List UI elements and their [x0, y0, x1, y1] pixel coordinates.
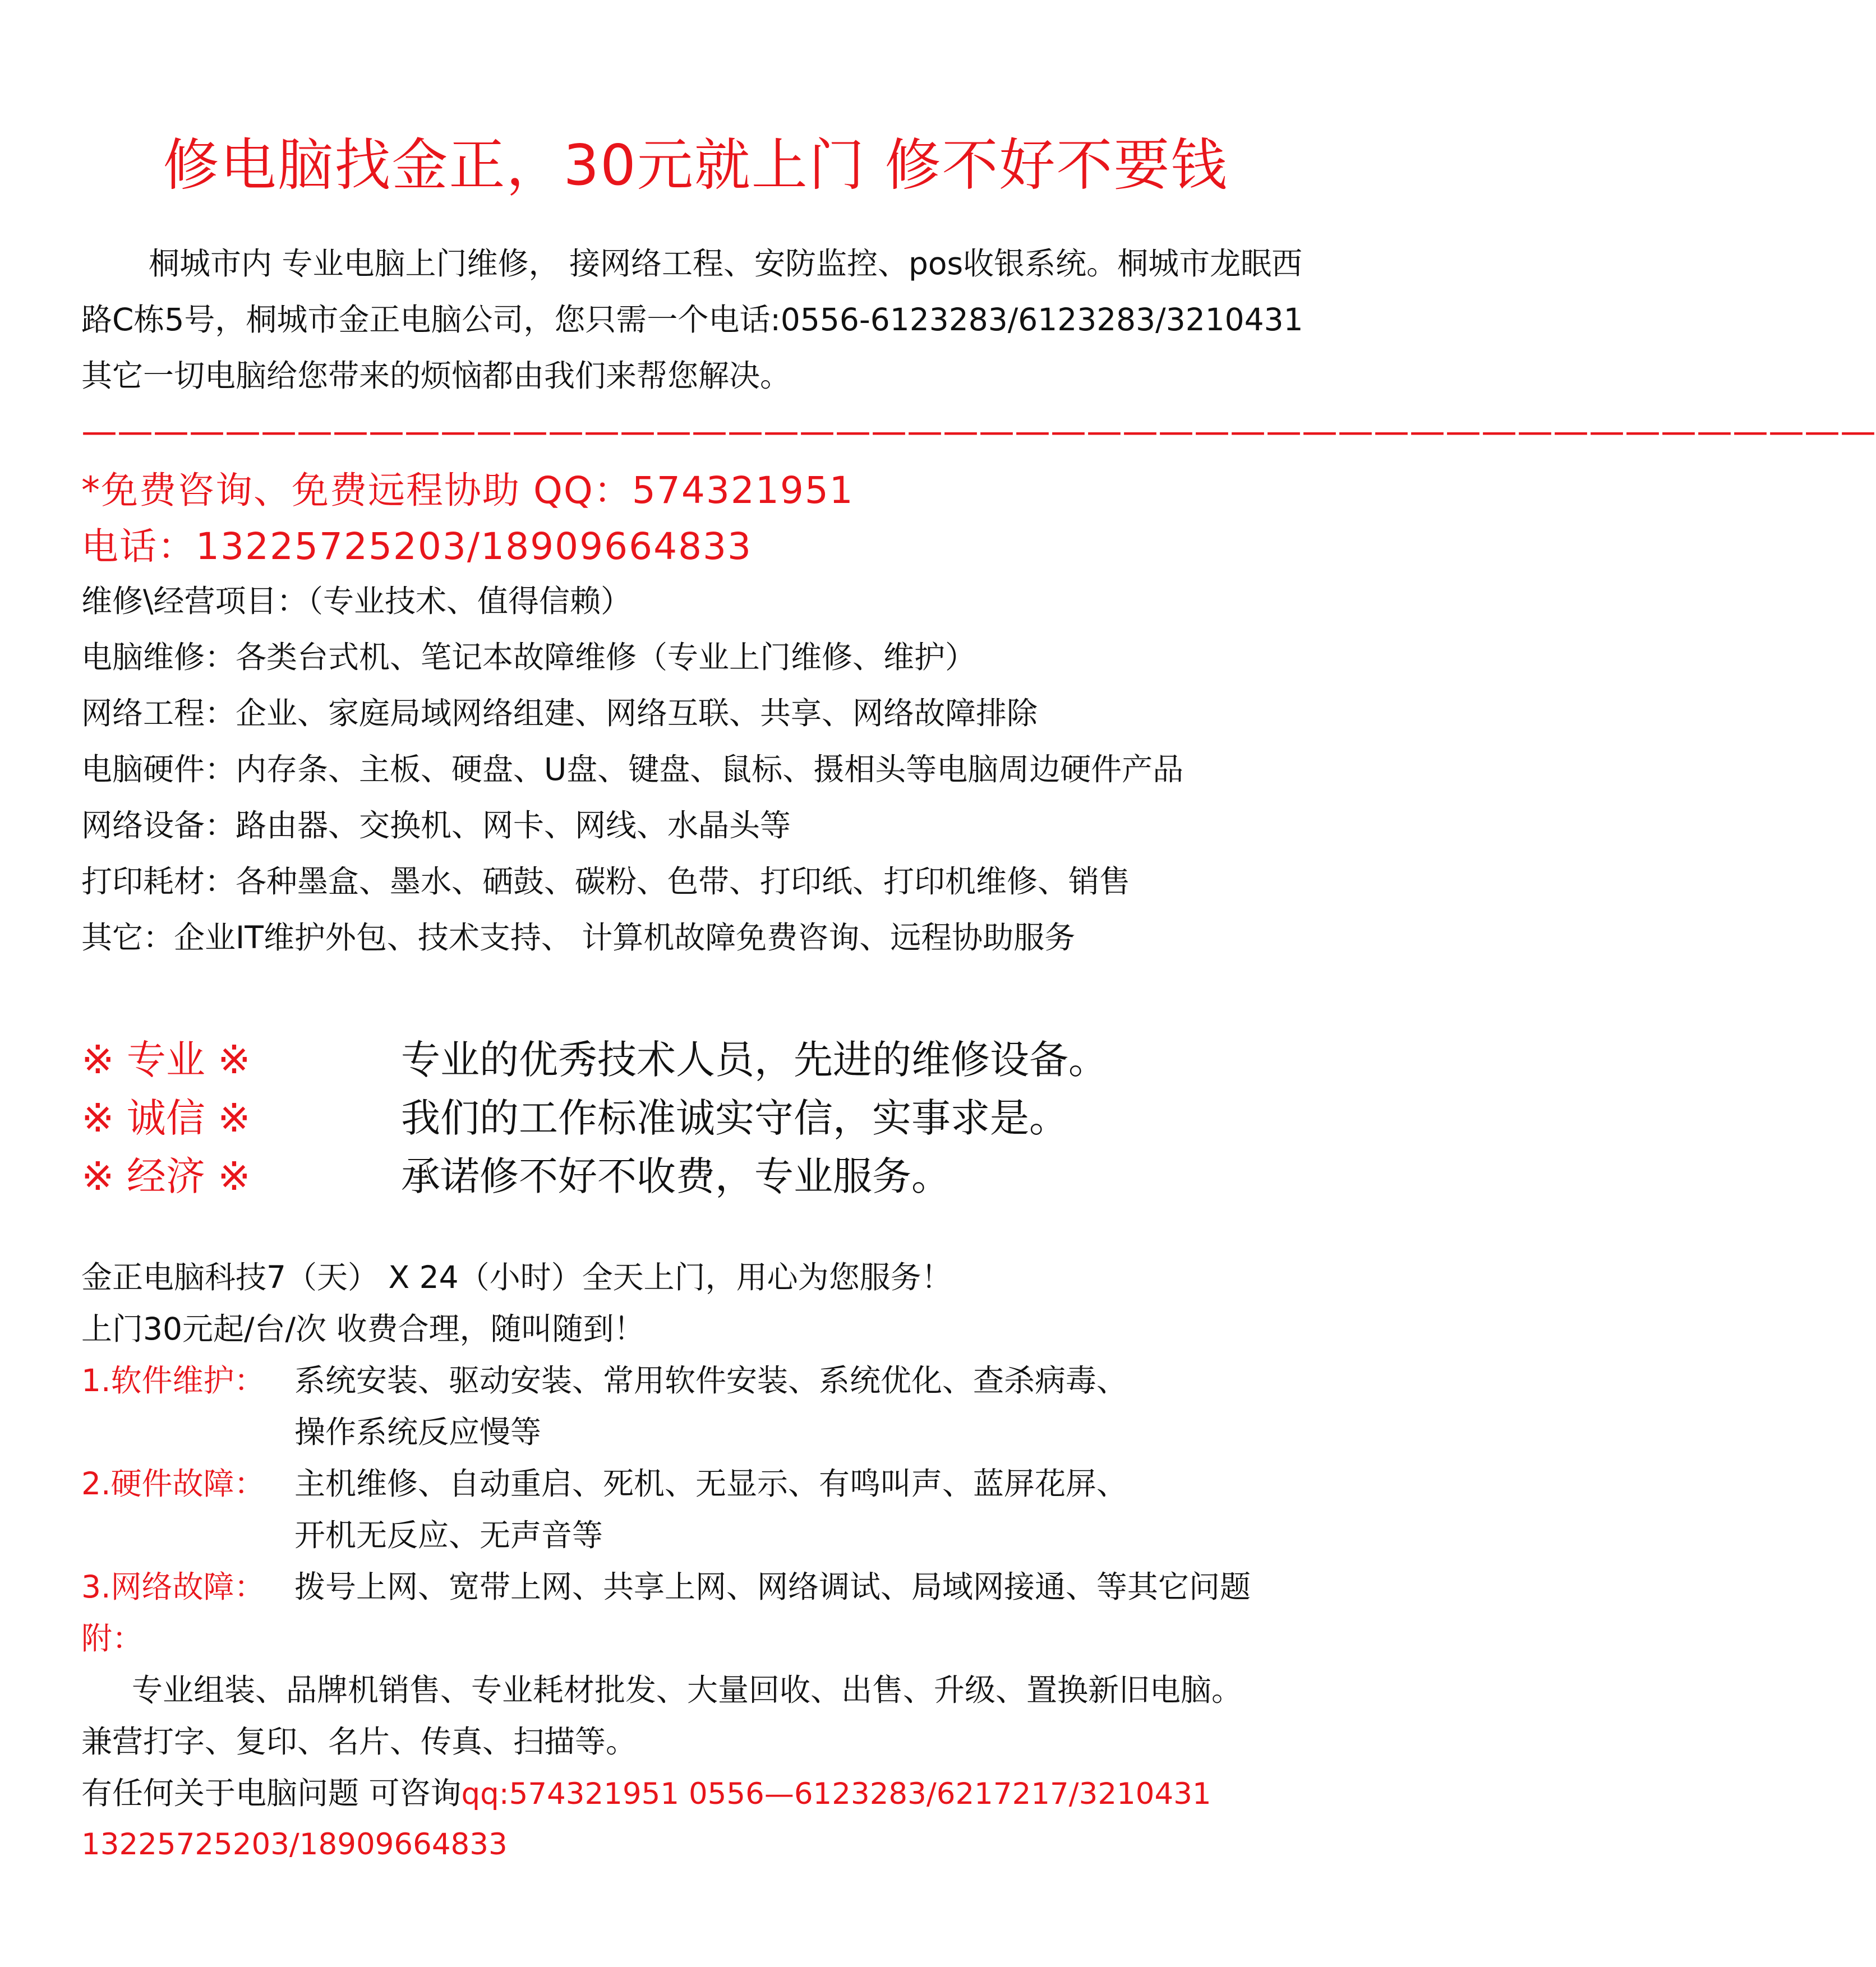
category-desc: 系统安装、驱动安装、常用软件安装、系统优化、查杀病毒、 [294, 1363, 1128, 1398]
phone-contact-line: 电话：13225725203/18909664833 [81, 525, 753, 568]
motto-professional [81, 1031, 1108, 1089]
consult-prefix: 有任何关于电脑问题 可咨询 [81, 1775, 462, 1811]
motto-text: 承诺修不好不收费，专业服务。 [401, 1153, 951, 1199]
category-label: 1.软件维护： [81, 1363, 265, 1398]
divider-line: —————————————————————————————————————————————————— [81, 411, 1876, 452]
category-desc: 主机维修、自动重启、死机、无显示、有鸣叫声、蓝屏花屏、 [294, 1466, 1128, 1502]
qq-contact-line: *免费咨询、免费远程协助 QQ：574321951 [81, 469, 854, 512]
motto-text: 专业的优秀技术人员，先进的维修设备。 [401, 1037, 1108, 1083]
motto-integrity [81, 1089, 1068, 1147]
service-item: 网络工程：企业、家庭局域网络组建、网络互联、共享、网络故障排除 [81, 695, 1038, 731]
category-desc: 拨号上网、宽带上网、共享上网、网络调试、局域网接通、等其它问题 [294, 1569, 1251, 1605]
appendix-line: 兼营打字、复印、名片、传真、扫描等。 [81, 1724, 637, 1760]
motto-key: ※ 专业 ※ [81, 1037, 251, 1083]
service-item: 电脑硬件：内存条、主板、硬盘、U盘、键盘、鼠标、摄相头等电脑周边硬件产品 [81, 751, 1184, 787]
phone-numbers: 13225725203/18909664833 [81, 1827, 508, 1862]
page-title: 修电脑找金正，30元就上门 修不好不要钱 [163, 132, 1228, 198]
category-hardware [81, 1456, 1127, 1512]
category-desc-continued: 开机无反应、无声音等 [294, 1517, 603, 1553]
motto-economy [81, 1147, 951, 1206]
motto-text: 我们的工作标准诚实守信，实事求是。 [401, 1095, 1068, 1141]
appendix-label: 附： [81, 1620, 144, 1656]
consult-line [81, 1765, 1211, 1821]
pricing-line: 上门30元起/台/次 收费合理，随叫随到！ [81, 1311, 645, 1347]
category-network [81, 1559, 1251, 1615]
service-item: 打印耗材：各种墨盒、墨水、硒鼓、碳粉、色带、打印纸、打印机维修、销售 [81, 864, 1131, 899]
category-desc-continued: 操作系统反应慢等 [294, 1414, 542, 1450]
category-label: 2.硬件故障： [81, 1466, 265, 1502]
consult-contacts: qq:574321951 0556—6123283/6217217/3210431 [461, 1777, 1211, 1811]
appendix-line: 专业组装、品牌机销售、专业耗材批发、大量回收、出售、升级、置换新旧电脑。 [132, 1672, 1243, 1708]
category-label: 3.网络故障： [81, 1569, 265, 1605]
motto-key: ※ 诚信 ※ [81, 1095, 251, 1141]
service-item: 其它：企业IT维护外包、技术支持、 计算机故障免费咨询、远程协助服务 [81, 920, 1076, 955]
service-hours: 金正电脑科技7（天） X 24（小时）全天上门，用心为您服务！ [81, 1259, 952, 1295]
motto-key: ※ 经济 ※ [81, 1153, 251, 1199]
service-item: 电脑维修：各类台式机、笔记本故障维修（专业上门维修、维护） [81, 639, 976, 675]
services-heading: 维修\经营项目：（专业技术、值得信赖） [81, 583, 632, 619]
intro-text: 桐城市内 专业电脑上门维修， 接网络工程、安防监控、pos收银系统。桐城市龙眠西路C栋5号，桐城市金正电脑公司，您只需一个电话:0556-6123283/6123283/3210431 其它一切电脑给您带来的烦恼都由我们来帮您解决。 [81, 246, 1303, 394]
category-software [81, 1352, 1127, 1409]
intro-paragraph [81, 236, 1315, 404]
service-item: 网络设备：路由器、交换机、网卡、网线、水晶头等 [81, 807, 791, 843]
